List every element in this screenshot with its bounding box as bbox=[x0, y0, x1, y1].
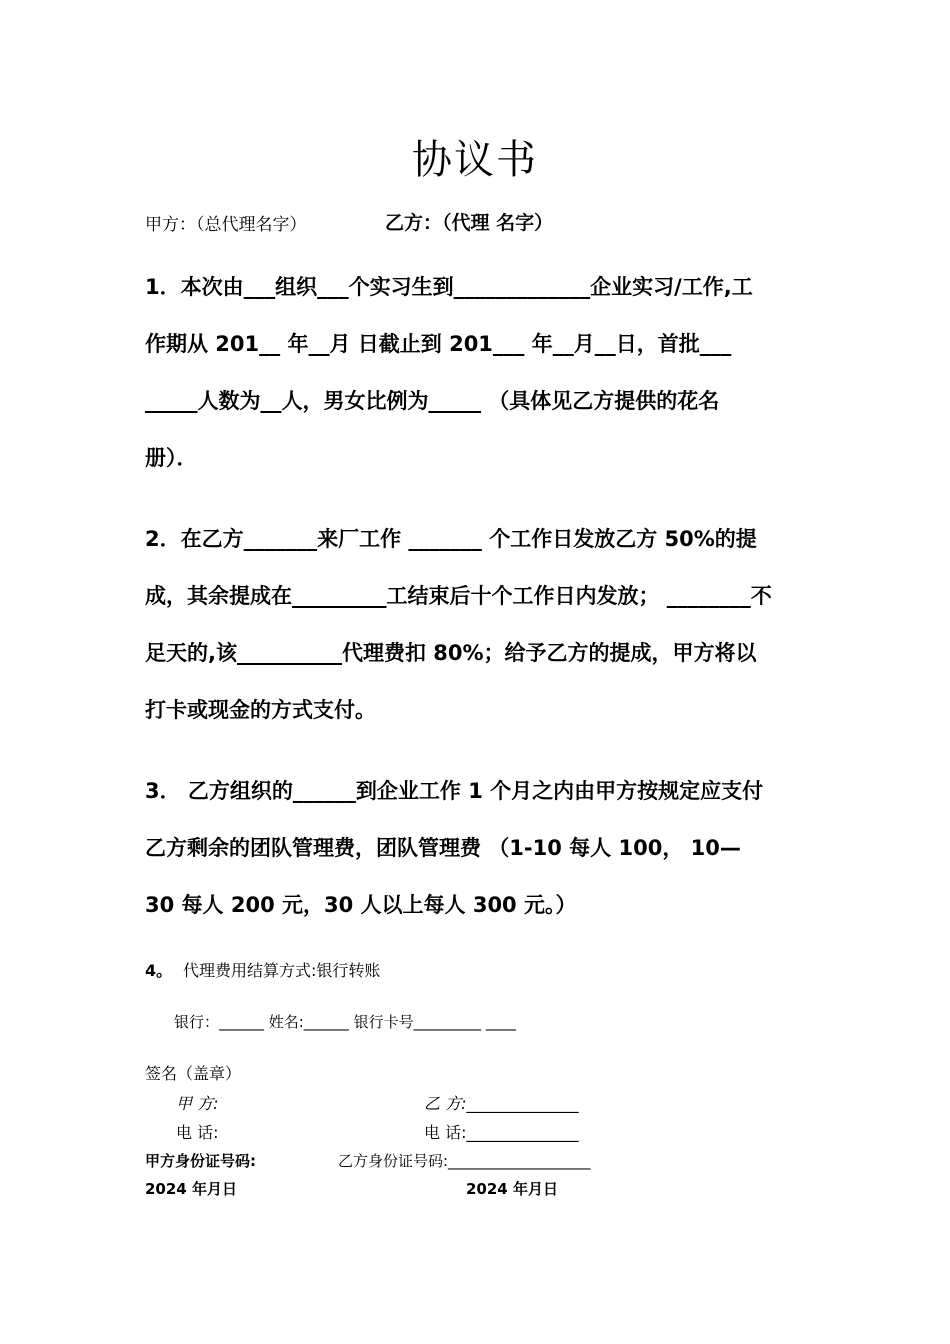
party-b-label: 乙方：（代理 名字） bbox=[385, 212, 554, 234]
party-a-sign: 甲 方: bbox=[176, 1094, 219, 1113]
bank-info-line: 银行：______ 姓名:______ 银行卡号_________ ____ bbox=[174, 1013, 516, 1031]
party-b-id: 乙方身份证号码:___________________ bbox=[338, 1152, 591, 1170]
clause-2-line-4: 打卡或现金的方式支付。 bbox=[145, 698, 376, 722]
document-title: 协议书 bbox=[412, 137, 538, 183]
clause-3-line-2: 乙方剩余的团队管理费，团队管理费 （1-10 每人 100， 10— bbox=[145, 836, 741, 860]
clause-3-line-3: 30 每人 200 元，30 人以上每人 300 元。） bbox=[145, 893, 577, 917]
clause-1-line-1: 1．本次由___组织___个实习生到_____________企业实习/工作,工 bbox=[145, 275, 753, 299]
party-b-phone: 电 话:______________ bbox=[424, 1123, 579, 1142]
party-b-sign: 乙 方:______________ bbox=[424, 1094, 579, 1113]
clause-3-line-1: 3． 乙方组织的______到企业工作 1 个月之内由甲方按规定应支付 bbox=[145, 779, 764, 803]
clause-1-line-3: _____人数为__人，男女比例为_____ （具体见乙方提供的花名 bbox=[145, 389, 720, 413]
clause-1-line-2: 作期从 201__ 年__月 日截止到 201___ 年__月__日，首批___ bbox=[145, 332, 732, 356]
clause-4-text: 代理费用结算方式:银行转账 bbox=[183, 961, 381, 980]
party-a-label: 甲方：（总代理名字） bbox=[145, 215, 307, 235]
signature-heading: 签名（盖章） bbox=[145, 1064, 242, 1083]
party-a-date: 2024 年月日 bbox=[145, 1180, 237, 1198]
clause-2-line-3: 足天的,该__________代理费扣 80%；给予乙方的提成，甲方将以 bbox=[145, 641, 757, 665]
party-a-phone: 电 话: bbox=[176, 1123, 219, 1142]
clause-4-number: 4。 bbox=[145, 961, 173, 980]
clause-1-line-4: 册）． bbox=[145, 446, 198, 470]
party-b-date: 2024 年月日 bbox=[466, 1180, 558, 1198]
clause-2-line-2: 成，其余提成在_________工结束后十个工作日内发放； ________不 bbox=[145, 584, 772, 608]
clause-2-line-1: 2．在乙方_______来厂工作 _______ 个工作日发放乙方 50%的提 bbox=[145, 527, 757, 551]
party-a-id: 甲方身份证号码: bbox=[145, 1152, 256, 1170]
